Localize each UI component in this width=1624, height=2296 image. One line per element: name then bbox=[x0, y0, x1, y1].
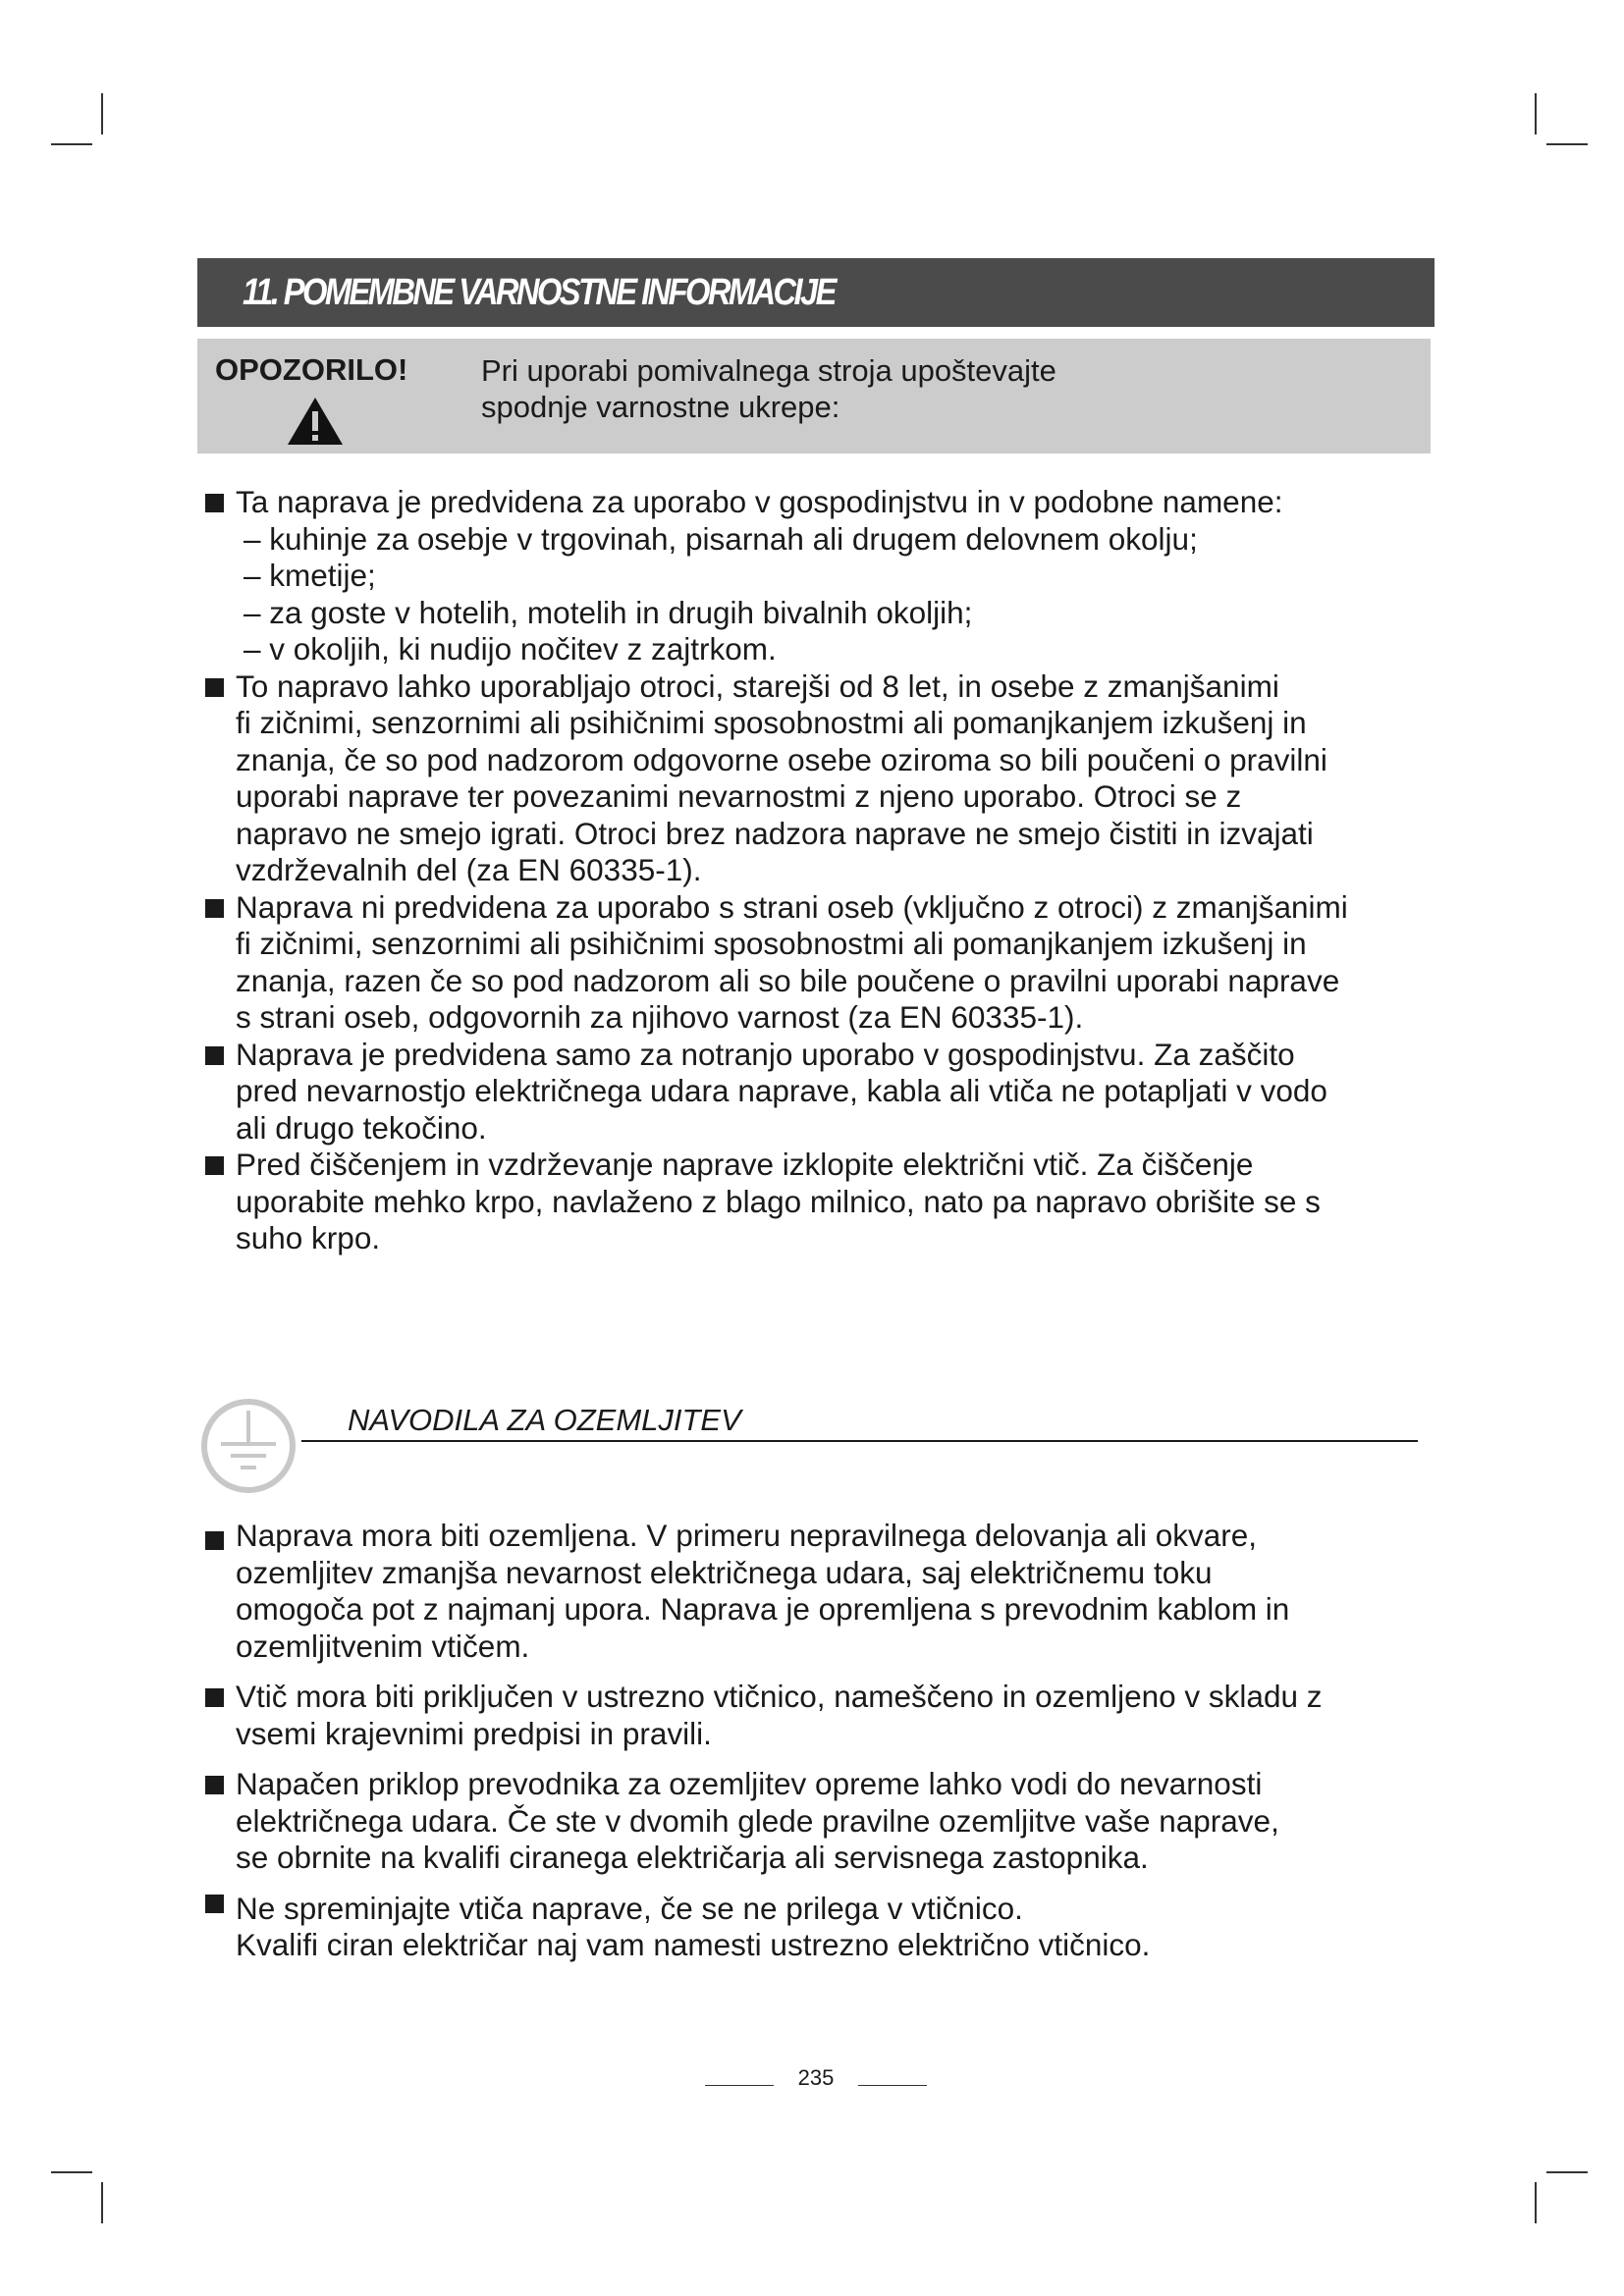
list-item bbox=[203, 1518, 1450, 1665]
list-item-text: fi zičnimi, senzornimi ali psihičnimi sposobnostmi ali pomanjkanjem izkušenj in bbox=[236, 926, 1307, 961]
crop-mark bbox=[1546, 2171, 1588, 2173]
grounding-heading bbox=[301, 1401, 1418, 1442]
grounding-list bbox=[203, 1518, 1450, 1978]
list-item-text: To napravo lahko uporabljajo otroci, starejši od 8 let, in osebe z zmanjšanimi bbox=[236, 667, 1279, 704]
grounding-heading-text: NAVODILA ZA OZEMLJITEV bbox=[348, 1403, 741, 1437]
section-title: 11. POMEMBNE VARNOSTNE INFORMACIJE bbox=[243, 271, 835, 313]
list-item bbox=[203, 1766, 1450, 1877]
warning-text-line: spodnje varnostne ukrepe: bbox=[481, 390, 840, 424]
list-item-text: uporabi naprave ter povezanimi nevarnostmi z njeno uporabo. Otroci se z bbox=[236, 778, 1242, 814]
crop-mark bbox=[1535, 93, 1537, 134]
crop-mark bbox=[1535, 2182, 1537, 2223]
list-item bbox=[203, 1147, 1450, 1257]
page-number: 235 bbox=[797, 2065, 835, 2090]
crop-mark bbox=[51, 143, 92, 145]
list-item-text: uporabite mehko krpo, navlaženo z blago milnico, nato pa napravo obrišite se s bbox=[236, 1183, 1321, 1219]
square-bullet-icon bbox=[205, 1156, 224, 1175]
crop-mark bbox=[101, 93, 103, 134]
square-bullet-icon bbox=[205, 1531, 224, 1550]
list-item bbox=[203, 1037, 1450, 1148]
list-item-text: ozemljitev zmanjša nevarnost električnega udara, saj električnemu toku bbox=[236, 1554, 1213, 1590]
footer-rule bbox=[858, 2085, 927, 2086]
list-item-text: pred nevarnostjo električnega udara naprave, kabla ali vtiča ne potapljati v vodo bbox=[236, 1073, 1327, 1108]
list-item-text: suho krpo. bbox=[236, 1220, 381, 1255]
warning-text-line: Pri uporabi pomivalnega stroja upoštevajte bbox=[481, 353, 1056, 388]
list-item-text: ozemljitvenim vtičem. bbox=[236, 1628, 530, 1664]
sub-item: – kuhinje za osebje v trgovinah, pisarnah ali drugem delovnem okolju; bbox=[244, 520, 1198, 557]
list-item-text: se obrnite na kvalifi ciranega električarja ali servisnega zastopnika. bbox=[236, 1840, 1149, 1875]
list-item bbox=[203, 1891, 1450, 1964]
list-item-text: Napačen priklop prevodnika za ozemljitev opreme lahko vodi do nevarnosti bbox=[236, 1766, 1263, 1801]
warning-triangle-icon bbox=[286, 396, 345, 447]
crop-mark bbox=[101, 2182, 103, 2223]
list-item-text: znanja, razen če so pod nadzorom ali so bile poučene o pravilni uporabi naprave bbox=[236, 962, 1340, 998]
list-item-text: fi zičnimi, senzornimi ali psihičnimi sposobnostmi ali pomanjkanjem izkušenj in bbox=[236, 705, 1307, 740]
crop-mark bbox=[51, 2171, 92, 2173]
list-item-text: napravo ne smejo igrati. Otroci brez nadzora naprave ne smejo čistiti in izvajati bbox=[236, 815, 1314, 851]
sub-item: – za goste v hotelih, motelih in drugih bivalnih okoljih; bbox=[244, 594, 973, 630]
list-item bbox=[203, 889, 1450, 1037]
list-item-text: omogoča pot z najmanj upora. Naprava je opremljena s prevodnim kablom in bbox=[236, 1591, 1290, 1627]
list-item-text: znanja, če so pod nadzorom odgovorne osebe oziroma so bili poučeni o pravilni bbox=[236, 741, 1327, 777]
list-item-text: Naprava mora biti ozemljena. V primeru nepravilnega delovanja ali okvare, bbox=[236, 1518, 1258, 1553]
square-bullet-icon bbox=[205, 1776, 224, 1794]
square-bullet-icon bbox=[205, 678, 224, 697]
square-bullet-icon bbox=[205, 1895, 224, 1913]
ground-symbol-icon bbox=[199, 1397, 298, 1495]
sub-item: – v okoljih, ki nudijo nočitev z zajtrkom. bbox=[244, 631, 777, 667]
list-item-text: Naprava ni predvidena za uporabo s strani oseb (vključno z otroci) z zmanjšanimi bbox=[236, 888, 1348, 925]
list-item-text: Vtič mora biti priključen v ustrezno vtičnico, nameščeno in ozemljeno v skladu z bbox=[236, 1679, 1323, 1714]
square-bullet-icon bbox=[205, 1046, 224, 1065]
list-item bbox=[203, 1679, 1450, 1752]
list-item-text: električnega udara. Če ste v dvomih glede pravilne ozemljitve vaše naprave, bbox=[236, 1802, 1279, 1839]
list-item-text: vsemi krajevnimi predpisi in pravili. bbox=[236, 1715, 712, 1751]
list-item-text: vzdrževalnih del (za EN 60335-1). bbox=[236, 852, 702, 887]
list-item bbox=[203, 668, 1450, 889]
page-footer bbox=[705, 2065, 927, 2095]
list-item-text: Pred čiščenjem in vzdrževanje naprave izklopite električni vtič. Za čiščenje bbox=[236, 1147, 1254, 1182]
section-header bbox=[197, 258, 1435, 327]
crop-mark bbox=[1546, 143, 1588, 145]
safety-list bbox=[203, 484, 1450, 1257]
square-bullet-icon bbox=[205, 494, 224, 512]
warning-box bbox=[197, 339, 1431, 454]
list-item-text: Naprava je predvidena samo za notranjo uporabo v gospodinjstvu. Za zaščito bbox=[236, 1036, 1295, 1072]
warning-text bbox=[481, 352, 1365, 425]
list-item-text: ali drugo tekočino. bbox=[236, 1109, 487, 1146]
square-bullet-icon bbox=[205, 899, 224, 918]
list-item bbox=[203, 484, 1450, 668]
square-bullet-icon bbox=[205, 1688, 224, 1707]
list-item-text: Ta naprava je predvidena za uporabo v gospodinjstvu in v podobne namene: bbox=[236, 484, 1283, 519]
list-item-text: Ne spreminjajte vtiča naprave, če se ne prilega v vtičnico. bbox=[236, 1890, 1023, 1926]
sub-item: – kmetije; bbox=[244, 558, 376, 593]
list-item-text: Kvalifi ciran električar naj vam namesti ustrezno električno vtičnico. bbox=[236, 1927, 1151, 1962]
list-item-text: s strani oseb, odgovornih za njihovo varnost (za EN 60335-1). bbox=[236, 999, 1084, 1035]
warning-label: OPOZORILO! bbox=[215, 352, 408, 387]
